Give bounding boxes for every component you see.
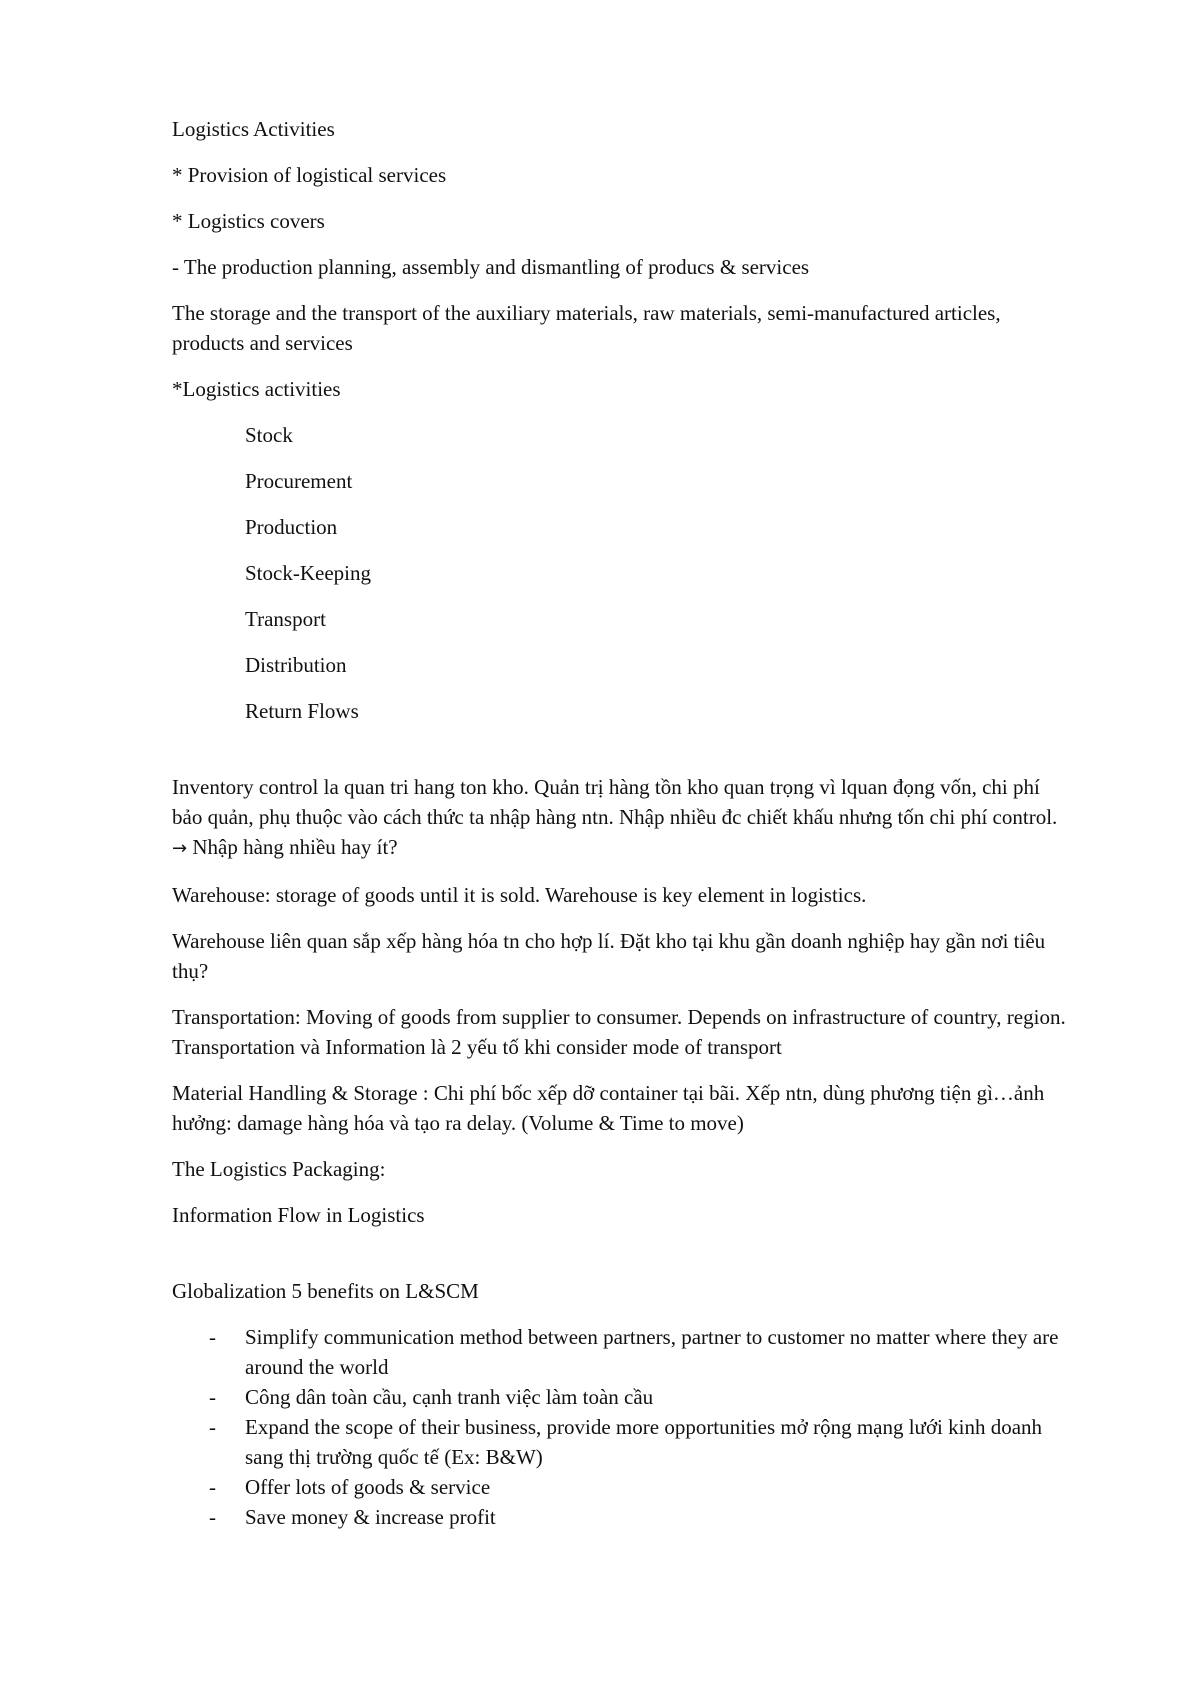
activity-item: Stock: [245, 423, 293, 447]
benefit-text: Simplify communication method between partners, partner to customer no matter where they are around the world: [245, 1325, 1059, 1379]
benefit-text: Save money & increase profit: [245, 1505, 496, 1529]
packaging-line: The Logistics Packaging:: [172, 1157, 386, 1181]
activity-item: Procurement: [245, 469, 353, 493]
dash-bullet: -: [209, 1505, 216, 1529]
inventory-paragraph: [172, 772, 1072, 864]
provision-line: * Provision of logistical services: [172, 163, 447, 187]
arrow-right-icon: →: [172, 838, 188, 859]
blank-line: [172, 742, 1072, 772]
list-item: [172, 1382, 1072, 1412]
information-flow-line: Information Flow in Logistics: [172, 1203, 425, 1227]
list-item: [172, 1412, 1072, 1472]
activity-item: Transport: [245, 607, 326, 631]
storage-line: The storage and the transport of the auxiliary materials, raw materials, semi-manufactured articles, products and services: [172, 301, 1001, 355]
warehouse-paragraph-2: Warehouse liên quan sắp xếp hàng hóa tn cho hợp lí. Đặt kho tại khu gần doanh nghiệp hay gần nơi tiêu thụ?: [172, 929, 1046, 983]
activity-item: Stock-Keeping: [245, 561, 371, 585]
benefits-list: [172, 1322, 1072, 1532]
production-line: - The production planning, assembly and dismantling of producs & services: [172, 255, 810, 279]
covers-line: * Logistics covers: [172, 209, 325, 233]
list-item: [172, 1502, 1072, 1532]
document-body: [172, 114, 1072, 1532]
inventory-text: Inventory control la quan tri hang ton kho. Quản trị hàng tồn kho quan trọng vì lquan đọng vốn, chi phí bảo quản, phụ thuộc vào cách thức ta nhập hàng ntn. Nhập nhiều đc chiết khấu nhưng tốn chi phí control.: [172, 775, 1058, 829]
activity-item: Return Flows: [245, 699, 359, 723]
material-handling-paragraph: Material Handling & Storage : Chi phí bốc xếp dỡ container tại bãi. Xếp ntn, dùng phương tiện gì…ảnh hưởng: damage hàng hóa và tạo ra delay. (Volume & Time to move): [172, 1081, 1045, 1135]
dash-bullet: -: [209, 1415, 216, 1439]
list-item: [172, 1322, 1072, 1382]
benefit-text: Công dân toàn cầu, cạnh tranh việc làm toàn cầu: [245, 1385, 654, 1409]
inventory-question: Nhập hàng nhiều hay ít?: [187, 835, 398, 859]
benefit-text: Expand the scope of their business, provide more opportunities mở rộng mạng lưới kinh doanh sang thị trường quốc tế (Ex: B&W): [245, 1415, 1043, 1469]
list-item: [172, 1472, 1072, 1502]
benefit-text: Offer lots of goods & service: [245, 1475, 491, 1499]
globalization-header: Globalization 5 benefits on L&SCM: [172, 1279, 479, 1303]
transportation-paragraph: Transportation: Moving of goods from supplier to consumer. Depends on infrastructure of country, region. Transportation và Information là 2 yếu tố khi consider mode of transport: [172, 1005, 1066, 1059]
activity-item: Production: [245, 515, 338, 539]
doc-title: Logistics Activities: [172, 117, 335, 141]
blank-line: [172, 1246, 1072, 1276]
dash-bullet: -: [209, 1325, 216, 1349]
activity-item: Distribution: [245, 653, 347, 677]
activities-header: *Logistics activities: [172, 377, 341, 401]
dash-bullet: -: [209, 1385, 216, 1409]
dash-bullet: -: [209, 1475, 216, 1499]
activities-list: [172, 420, 1072, 726]
warehouse-paragraph-1: Warehouse: storage of goods until it is sold. Warehouse is key element in logistics.: [172, 883, 867, 907]
